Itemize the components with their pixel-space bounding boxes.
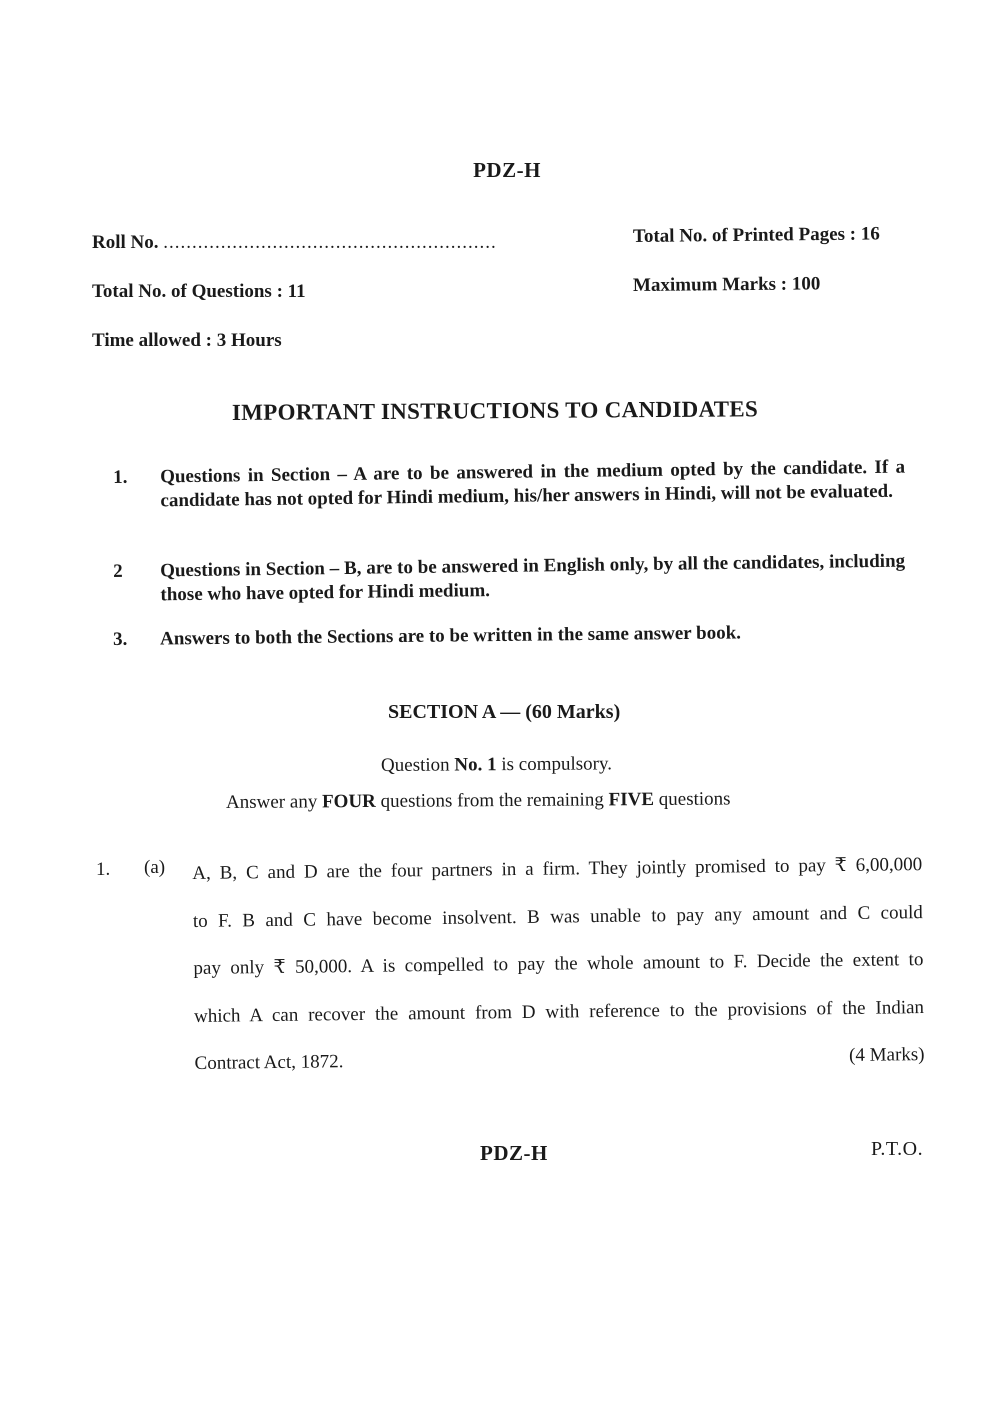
instruction-number: 3. [113,628,128,650]
answer-any-note [226,788,731,814]
section-heading: SECTION A — (60 Marks) [388,701,621,723]
maximum-marks: Maximum Marks : 100 [632,273,821,296]
roll-no-field [92,232,497,254]
answer-text: Answer any [225,791,323,813]
answer-text-end: questions [653,788,731,811]
question-line-last [194,1031,925,1087]
instruction-text: Questions in Section – A are to be answered in the medium opted by the candidate. If a candidate has not opted for Hindi medium, his/her answers in Hindi, will not be evaluated. [160,456,906,512]
instruction-text: Questions in Section – B, are to be answered in English only, by all the candidates, including those who have opted for Hindi medium. [160,550,906,606]
question-part: (a) [144,857,166,878]
question-line: which A can recover the amount from D with reference to the provisions of the Indian [193,996,925,1027]
compulsory-note [381,753,612,777]
compulsory-text-end: is compulsory. [496,753,613,776]
total-questions: Total No. of Questions : 11 [92,281,306,302]
instruction-number: 1. [113,466,128,488]
roll-no-dots: .......................................................... [163,232,497,253]
compulsory-text: Question [380,754,455,776]
printed-pages: Total No. of Printed Pages : 16 [632,223,880,247]
answer-bold-five: FIVE [608,789,655,811]
question-line: A, B, C and D are the four partners in a firm. They jointly promised to pay ₹ 6,00,000 [192,854,923,884]
pto-label: P.T.O. [871,1138,924,1160]
question-number: 1. [96,859,111,880]
instruction-number: 2 [113,560,123,582]
instructions-title: IMPORTANT INSTRUCTIONS TO CANDIDATES [231,396,759,425]
question-line: Contract Act, 1872. [194,1051,344,1074]
paper-code-top: PDZ-H [473,158,541,182]
compulsory-bold: No. 1 [454,754,497,776]
answer-text-mid: questions from the remaining [375,789,609,812]
instruction-text: Answers to both the Sections are to be written in the same answer book. [160,622,742,650]
paper-code-bottom: PDZ-H [480,1141,548,1165]
question-line: pay only ₹ 50,000. A is compelled to pay the whole amount to F. Decide the extent to [193,949,924,979]
question-text [192,841,925,1087]
answer-bold-four: FOUR [321,790,376,813]
roll-no-label: Roll No. [92,232,159,253]
question-line: to F. B and C have become insolvent. B was unable to pay any amount and C could [192,901,923,932]
time-allowed: Time allowed : 3 Hours [92,330,282,351]
question-marks: (4 Marks) [848,1044,925,1066]
